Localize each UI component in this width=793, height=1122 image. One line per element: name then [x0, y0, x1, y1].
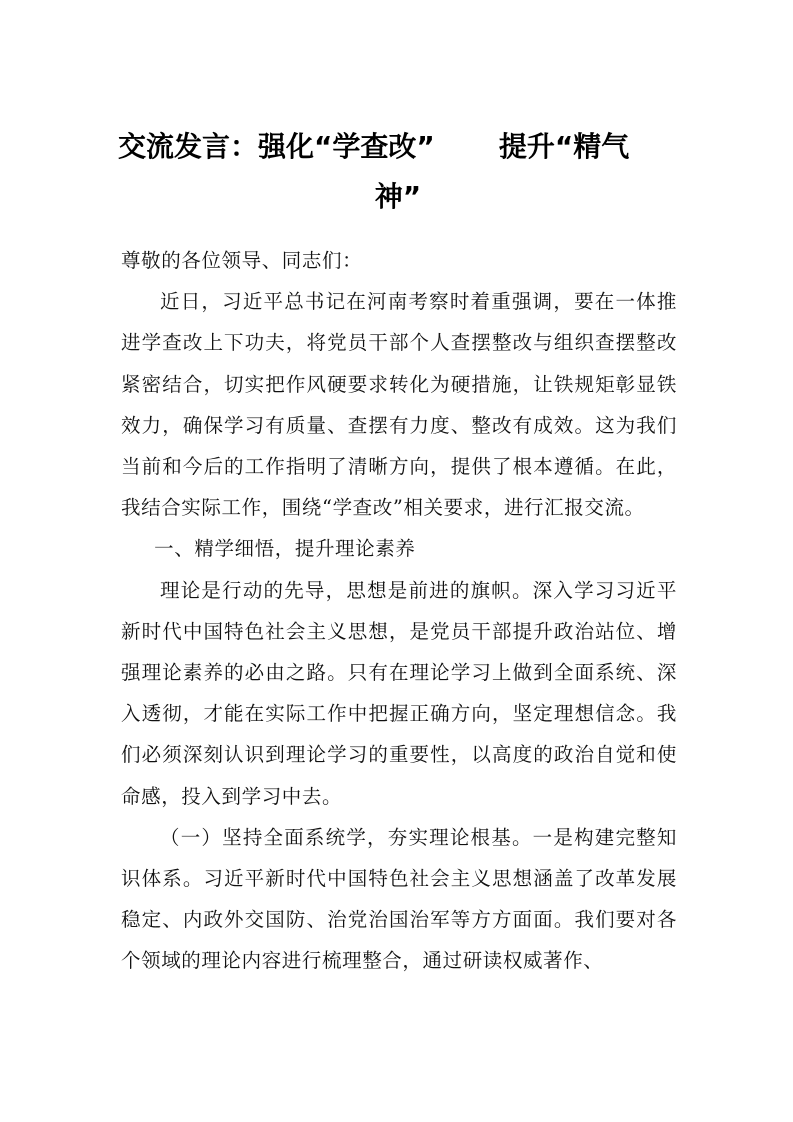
section-heading: 一、精学细悟，提升理论素养	[154, 537, 416, 561]
paragraph-section1: 理论是行动的先导，思想是前进的旗帜。深入学习习近平新时代中国特色社会主义思想，是党员干部提升政治站位、增强理论素养的必由之路。只有在理论学习上做到全面系统、深入透彻，才能在实际工作中把握正确方向，坚定理想信念。我们必须深刻认识到理论学习的重要性，以高度的政治自觉和使命感，投入到学习中去。	[121, 578, 677, 808]
title-part1: 交流发言：强化“学查改”	[118, 130, 435, 163]
title-part2: 提升“精气	[498, 130, 630, 163]
document-body	[121, 240, 677, 982]
document-title-line1	[118, 122, 678, 172]
paragraph-intro: 近日，习近平总书记在河南考察时着重强调，要在一体推进学查改上下功夫，将党员干部个人查摆整改与组织查摆整改紧密结合，切实把作风硬要求转化为硬措施，让铁规矩彰显铁效力，确保学习有质量、查摆有力度、整改有成效。这为我们当前和今后的工作指明了清晰方向，提供了根本遵循。在此，我结合实际工作，围绕“学查改”相关要求，进行汇报交流。	[121, 290, 677, 520]
salutation: 尊敬的各位领导、同志们：	[121, 249, 363, 272]
document-title-line2: 神”	[374, 180, 422, 213]
paragraph-subsection1: （一）坚持全面系统学，夯实理论根基。一是构建完整知识体系。习近平新时代中国特色社会主义思想涵盖了改革发展稳定、内政外交国防、治党治国治军等方方面面。我们要对各个领域的理论内容进行梳理整合，通过研读权威著作、	[121, 825, 677, 973]
